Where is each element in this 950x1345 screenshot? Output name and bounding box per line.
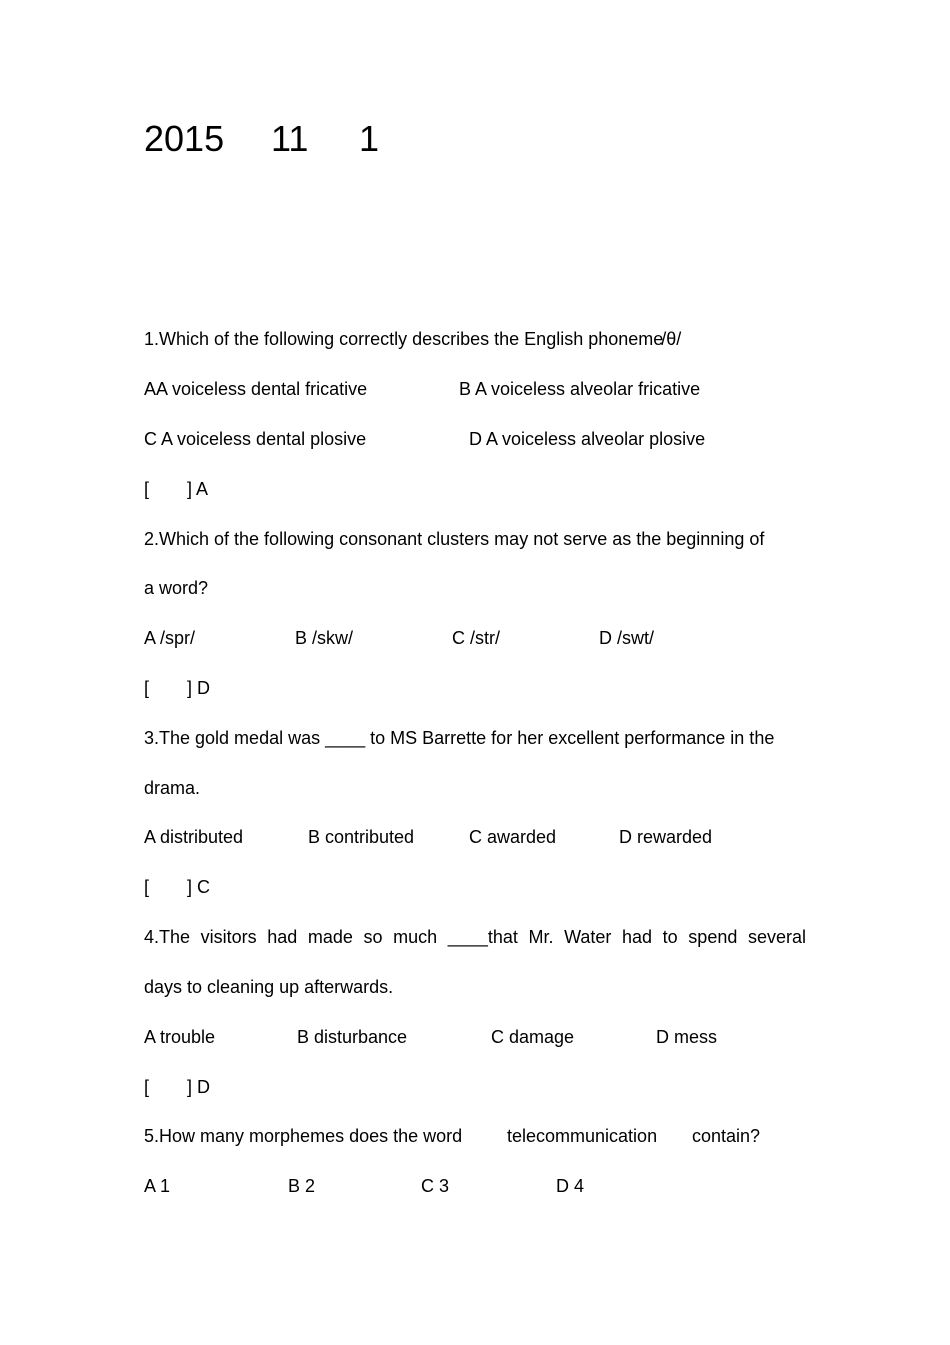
question-5-stem-part3: contain? [692, 1126, 761, 1146]
question-2-stem-line1: 2.Which of the following consonant clusters may not serve as the beginning of [144, 529, 765, 549]
question-5-option-c: C 3 [421, 1176, 450, 1196]
question-2-option-b: B /skw/ [295, 628, 354, 648]
question-3-option-c: C awarded [469, 827, 557, 847]
question-3-option-b: B contributed [308, 827, 415, 847]
question-2-answer-open: [ [144, 678, 150, 698]
question-4-answer-open: [ [144, 1077, 150, 1097]
question-2-answer: ] D [187, 678, 211, 698]
question-5-stem-word: telecommunication [507, 1126, 658, 1146]
question-4-option-d: D mess [656, 1027, 718, 1047]
question-1-option-a: AA voiceless dental fricative [144, 379, 368, 399]
question-2-option-d: D /swt/ [599, 628, 655, 648]
question-1-phoneme-symbol: /θ/ [661, 329, 682, 349]
question-5-option-b: B 2 [288, 1176, 316, 1196]
question-1-stem [144, 328, 681, 350]
question-3-option-d: D rewarded [619, 827, 713, 847]
date-year: 2015 [144, 118, 225, 159]
question-2-option-a: A /spr/ [144, 628, 196, 648]
question-1-stem-text: 1.Which of the following correctly describes the English phoneme [144, 329, 664, 349]
question-3-answer-open: [ [144, 877, 150, 897]
question-5-option-d: D 4 [556, 1176, 585, 1196]
question-4-option-b: B disturbance [297, 1027, 408, 1047]
question-4-option-c: C damage [491, 1027, 575, 1047]
question-2-option-c: C /str/ [452, 628, 500, 648]
question-4-option-a: A trouble [144, 1027, 216, 1047]
question-3-stem-line2: drama. [144, 778, 201, 798]
question-4-stem-line2: days to cleaning up afterwards. [144, 977, 394, 997]
question-3-answer: ] C [187, 877, 211, 897]
question-4-stem-line1: 4.The visitors had made so much ____that Mr. Water had to spend several [144, 927, 806, 947]
question-5-option-a: A 1 [144, 1176, 171, 1196]
question-3-stem-line1: 3.The gold medal was ____ to MS Barrette for her excellent performance in the [144, 728, 775, 748]
question-1-option-c: C A voiceless dental plosive [144, 429, 367, 449]
question-1-option-b: B A voiceless alveolar fricative [459, 379, 701, 399]
question-1-answer-open: [ [144, 479, 150, 499]
question-2-stem-line2: a word? [144, 578, 209, 598]
question-1-option-d: D A voiceless alveolar plosive [469, 429, 706, 449]
question-3-option-a: A distributed [144, 827, 244, 847]
question-4-answer: ] D [187, 1077, 211, 1097]
date-month: 11 [271, 118, 309, 159]
question-5-stem-part1: 5.How many morphemes does the word [144, 1126, 463, 1146]
date-day: 1 [359, 118, 380, 159]
question-1-answer: ] A [187, 479, 209, 499]
